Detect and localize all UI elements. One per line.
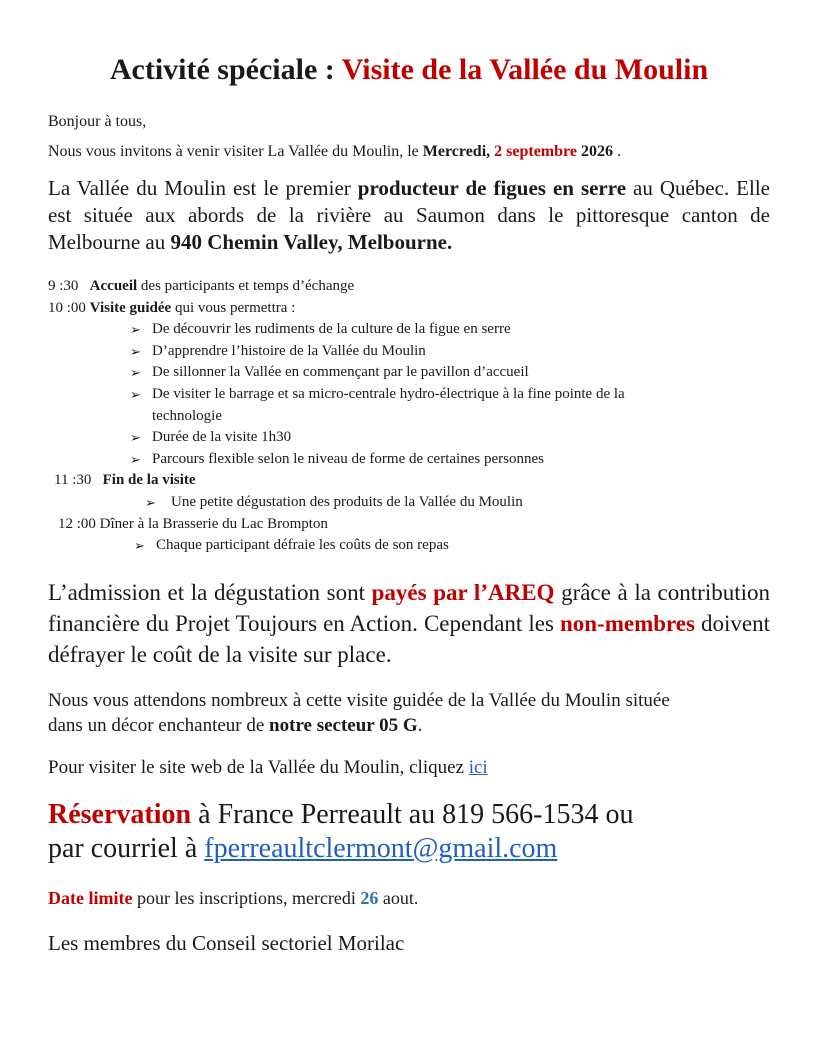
list-item-text: Durée de la visite 1h30	[152, 429, 292, 446]
tasting-list	[48, 492, 770, 514]
schedule-title: Fin de la visite	[102, 472, 196, 489]
schedule-desc: qui vous permettra :	[171, 299, 296, 316]
reservation-email-text: par courriel à	[48, 832, 205, 864]
title-prefix: Activité spéciale :	[109, 53, 342, 86]
schedule-row	[48, 470, 770, 492]
arrowhead-icon: ➢	[130, 343, 141, 359]
list-item-text: Une petite dégustation des produits de la Vallée du Moulin	[171, 493, 523, 510]
arrowhead-icon: ➢	[130, 451, 141, 467]
reservation-line-1	[48, 798, 770, 832]
intro-text-2: au Québec. Elle est située aux abords de la rivière au Saumon dans le pittoresque canton de Melbourne au	[48, 176, 771, 254]
website-text: Pour visiter le site web de la Vallée du Moulin, cliquez	[48, 756, 469, 778]
deadline-text: pour les inscriptions, mercredi	[132, 887, 361, 908]
list-item-text: D’apprendre l’histoire de la Vallée du Moulin	[152, 342, 426, 359]
invite-day: Mercredi,	[422, 143, 491, 160]
intro-text-1: La Vallée du Moulin est le premier	[48, 176, 358, 200]
greeting: Bonjour à tous,	[48, 113, 147, 130]
signature: Les membres du Conseil sectoriel Morilac	[48, 930, 405, 955]
schedule-title: Visite guidée	[89, 299, 172, 316]
list-item	[130, 384, 630, 427]
reservation-label: Réservation	[48, 798, 192, 830]
list-item-text: Parcours flexible selon le niveau de forme de certaines personnes	[152, 450, 544, 467]
admission-paragraph	[48, 577, 770, 670]
arrowhead-icon: ➢	[130, 322, 141, 338]
schedule-time: 10 :00	[48, 299, 86, 316]
arrowhead-icon: ➢	[130, 430, 141, 446]
list-item-text: De visiter le barrage et sa micro-centrale hydro-électrique à la fine pointe de la technologie	[152, 385, 625, 424]
schedule-time: 11 :30	[54, 472, 92, 489]
title-highlight: Visite de la Vallée du Moulin	[341, 53, 709, 86]
arrowhead-icon: ➢	[130, 365, 141, 381]
intro-paragraph	[48, 175, 770, 256]
schedule-time: 12 :00	[58, 515, 96, 532]
deadline-paragraph	[48, 886, 770, 911]
list-item-text: De sillonner la Vallée en commençant par le pavillon d’accueil	[152, 364, 529, 381]
invite-year: 2026	[580, 143, 613, 160]
list-item-text: De découvrir les rudiments de la culture de la figue en serre	[152, 321, 511, 338]
closing-end: .	[417, 714, 423, 736]
admission-text-1: L’admission et la dégustation sont	[48, 579, 372, 605]
reservation-line-2	[48, 832, 770, 866]
reservation-block	[48, 798, 770, 866]
intro-address: 940 Chemin Valley, Melbourne.	[170, 230, 453, 254]
visit-list	[48, 319, 630, 470]
deadline-end: aout.	[378, 887, 419, 908]
list-item	[130, 449, 630, 471]
deadline-day: 26	[360, 887, 379, 908]
invite-end: .	[612, 143, 621, 160]
admission-text-2: grâce à la contribution financière du Projet Toujours en Action. Cependant les	[48, 579, 770, 636]
list-item	[130, 362, 630, 384]
schedule-time: 9 :30	[48, 278, 79, 294]
intro-bold-1: producteur de figues en serre	[357, 176, 627, 200]
list-item	[130, 427, 630, 449]
arrowhead-icon: ➢	[134, 538, 145, 554]
list-item-text: Chaque participant défraie les coûts de son repas	[156, 537, 449, 554]
schedule-row	[48, 298, 770, 320]
website-link[interactable]: ici	[468, 756, 488, 778]
reservation-phone-text: à France Perreault au 819 566-1534 ou	[191, 798, 634, 830]
invite-text: Nous vous invitons à venir visiter La Vallée du Moulin, le	[48, 143, 423, 160]
deadline-label: Date limite	[48, 887, 133, 908]
closing-sector: notre secteur 05 G	[269, 714, 418, 736]
arrowhead-icon: ➢	[130, 386, 141, 402]
schedule-row	[48, 514, 770, 536]
website-paragraph	[48, 755, 770, 780]
list-item	[134, 535, 770, 557]
list-item	[130, 341, 630, 363]
admission-text-3: doivent défrayer le coût de la visite sur place.	[48, 610, 771, 667]
email-link[interactable]: fperreaultclermont@gmail.com	[204, 832, 558, 864]
invite-paragraph	[48, 142, 770, 162]
page-title	[48, 50, 770, 90]
meal-list	[48, 535, 770, 557]
document-page	[48, 50, 770, 956]
closing-text: Nous vous attendons nombreux à cette visite guidée de la Vallée du Moulin située dans un décor enchanteur de	[48, 689, 670, 736]
invite-date: 2 septembre	[494, 143, 577, 160]
schedule-row	[48, 276, 770, 298]
schedule-desc: des participants et temps d’échange	[137, 278, 355, 294]
admission-payer: payés par l’AREQ	[371, 579, 555, 605]
closing-paragraph	[48, 688, 708, 738]
list-item	[130, 319, 630, 341]
schedule	[48, 276, 770, 557]
list-item	[145, 492, 770, 514]
arrowhead-icon: ➢	[145, 494, 156, 510]
admission-nonmembers: non-membres	[559, 610, 695, 636]
schedule-desc: Dîner à la Brasserie du Lac Brompton	[99, 515, 328, 532]
schedule-title: Accueil	[89, 278, 138, 294]
